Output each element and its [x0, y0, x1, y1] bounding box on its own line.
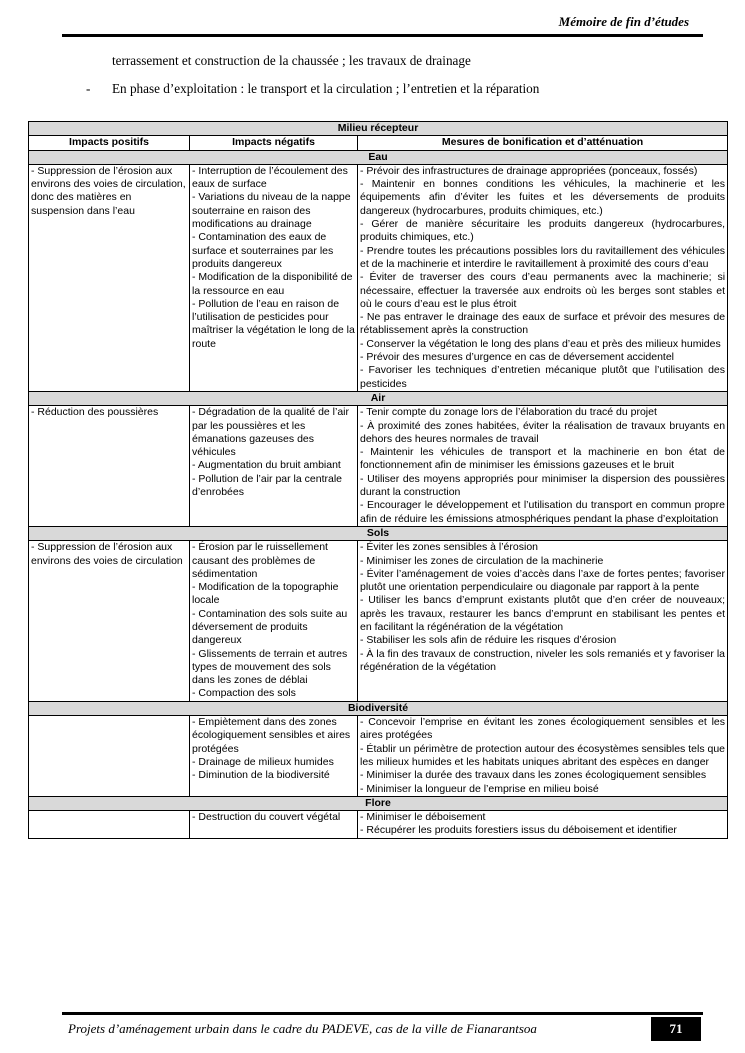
impacts-negatifs-cell [190, 541, 358, 702]
cell-line: - Empiètement dans des zones écologiquement sensibles et aires protégées [192, 716, 351, 755]
cell-line: - Minimiser la longueur de l’emprise en milieu boisé [360, 782, 599, 795]
cell-line: - Érosion par le ruissellement [192, 541, 328, 554]
intro-line-1: terrassement et construction de la chaussée ; les travaux de drainage [112, 53, 471, 68]
mesures-cell [358, 716, 728, 797]
cell-line: - Établir un périmètre de protection autour des écosystèmes sensibles tels que les milieux humides et les habitats uniques abritant des espèces en danger [360, 742, 726, 768]
cell-line: - Variations du niveau de la nappe souterraine en raison des modifications au drainage [192, 191, 351, 231]
cell-line: - Récupérer les produits forestiers issus du déboisement et identifier [360, 824, 677, 837]
table-row [29, 811, 728, 839]
cell-line: - Minimiser le déboisement [360, 811, 486, 824]
col-header-negatifs: Impacts négatifs [190, 136, 358, 150]
cell-line: - Ne pas entraver le drainage des eaux de surface et prévoir des mesures de rétablissement après la construction [360, 311, 726, 337]
table-row [29, 541, 728, 702]
intro-text [86, 52, 706, 98]
cell-line: - Contamination des sols suite au déversement de produits dangereux [192, 607, 348, 647]
cell-line: - Utiliser des moyens appropriés pour minimiser la dispersion des poussières durant la construction [360, 472, 726, 499]
col-header-positifs: Impacts positifs [29, 136, 190, 150]
impacts-positifs-cell [29, 164, 190, 391]
mesures-cell [358, 164, 728, 391]
cell-line: - Minimiser les zones de circulation de la machinerie [360, 554, 604, 567]
cell-line: - Favoriser les techniques d’entretien mécanique plutôt que l’utilisation des pesticides [360, 364, 726, 390]
impacts-table [28, 121, 728, 839]
cell-line: - Pollution de l’air par la centrale d’enrobées [192, 472, 342, 499]
mesures-cell [358, 406, 728, 527]
cell-line: - Stabiliser les sols afin de réduire les risques d’érosion [360, 634, 617, 647]
impacts-positifs-cell [29, 541, 190, 702]
cell-line: - Contamination des eaux de surface et souterraines par les produits dangereux [192, 231, 334, 270]
cell-line: - Prévoir des infrastructures de drainage appropriées (ponceaux, fossés) [360, 164, 698, 177]
cell-line: - Minimiser la durée des travaux dans les zones écologiquement sensibles [360, 769, 707, 782]
section-row [29, 796, 728, 810]
cell-line: - À la fin des travaux de construction, niveler les sols remaniés et y favoriser la régénération de la végétation [360, 647, 726, 673]
cell-line: environs des voies de circulation [31, 554, 183, 567]
cell-line: - Maintenir en bonnes conditions les véhicules, la machinerie et les équipements afin d’éviter les fuites et les déversements de produits dangereux (hydrocarbures, produits chimiques, etc.) [360, 178, 726, 217]
cell-line: - Prévoir des mesures d’urgence en cas de déversement accidentel [360, 351, 674, 364]
cell-line: - Éviter les zones sensibles à l’érosion [360, 541, 538, 554]
cell-line: - Interruption de l’écoulement des eaux de surface [192, 164, 348, 191]
cell-line: - Diminution de la biodiversité [192, 769, 330, 782]
footer-text: Projets d’aménagement urbain dans le cadre du PADEVE, cas de la ville de Fianarantsoa [68, 1021, 537, 1036]
impacts-positifs-cell [29, 716, 190, 797]
cell-line: causant des problèmes de sédimentation [192, 554, 316, 580]
col-header-mesures: Mesures de bonification et d’atténuation [358, 136, 728, 150]
cell-line: - Conserver la végétation le long des plans d’eau et près des milieux humides [360, 337, 721, 350]
cell-line: - Éviter de traverser des cours d’eau permanents avec la machinerie; si nécessaire, effectuer la traversée aux endroits où les berges sont stables et où le cours d’eau est le plus étroit [360, 271, 726, 310]
cell-line: - Utiliser les bancs d’emprunt existants plutôt que d’en créer de nouveaux; après les travaux, restaurer les bancs d’emprunt en stabilisant les pentes et en facilitant la régénération de la végétation [360, 594, 726, 633]
intro-line-2: En phase d’exploitation : le transport et la circulation ; l’entretien et la réparation [112, 81, 540, 96]
table-row [29, 716, 728, 797]
cell-line: - Éviter l’aménagement de voies d’accès dans l’axe de fortes pentes; favoriser plutôt une orientation perpendiculaire ou diagonale par rapport à la pente [360, 567, 726, 594]
impacts-positifs-cell [29, 406, 190, 527]
cell-line: - Suppression de l’érosion aux environs des voies de circulation, donc des matières en suspension dans l’eau [31, 164, 186, 217]
cell-line: - Modification de la disponibilité de la ressource en eau [192, 271, 353, 297]
cell-line: - Compaction des sols [192, 687, 296, 700]
section-heading: Eau [29, 150, 728, 164]
table-title: Milieu récepteur [29, 122, 728, 136]
mesures-cell [358, 811, 728, 839]
cell-line: - Dégradation de la qualité de l’air par les poussières et les émanations gazeuses des véhicules [192, 406, 350, 459]
cell-line: - Réduction des poussières [31, 406, 159, 419]
section-heading: Air [29, 391, 728, 405]
header-rule [62, 34, 703, 37]
section-row [29, 150, 728, 164]
section-row [29, 526, 728, 540]
cell-line: - Modification de la topographie locale [192, 581, 339, 607]
section-heading: Biodiversité [29, 701, 728, 715]
impacts-negatifs-cell [190, 716, 358, 797]
impacts-negatifs-cell [190, 811, 358, 839]
cell-line: - Destruction du couvert végétal [192, 811, 341, 824]
impacts-positifs-cell [29, 811, 190, 839]
cell-line: - Gérer de manière sécuritaire les produits dangereux (hydrocarbures, produits chimiques, etc.) [360, 218, 726, 244]
bullet-dash: - [86, 81, 91, 96]
cell-line: - Glissements de terrain et autres types de mouvement des sols dans les zones de déblai [192, 647, 348, 687]
cell-line: - Drainage de milieux humides [192, 755, 334, 768]
section-row [29, 701, 728, 715]
cell-line: - Pollution de l’eau en raison de l’utilisation de pesticides pour maîtriser la végétation le long de la route [192, 297, 355, 350]
table-row [29, 406, 728, 527]
intro-bullet [86, 80, 706, 98]
page-number: 71 [651, 1017, 701, 1041]
table-row [29, 164, 728, 391]
cell-line: - Tenir compte du zonage lors de l’élaboration du tracé du projet [360, 406, 657, 419]
table-body [29, 150, 728, 838]
section-heading: Sols [29, 526, 728, 540]
cell-line: - Concevoir l’emprise en évitant les zones écologiquement sensibles et les aires protégées [360, 716, 726, 742]
section-row [29, 391, 728, 405]
cell-line: - Prendre toutes les précautions possibles lors du ravitaillement des véhicules et de la machinerie et interdire le ravitaillement à proximité des cours d’eau [360, 244, 726, 270]
impacts-negatifs-cell [190, 406, 358, 527]
running-header-title: Mémoire de fin d’études [558, 14, 689, 29]
cell-line: - À proximité des zones habitées, éviter la réalisation de travaux bruyants en dehors des heures normales de travail [360, 419, 726, 445]
cell-line: - Encourager le développement et l’utilisation du transport en commun propre afin de réduire les émissions atmosphériques pendant la phase d’exploitation [360, 499, 726, 525]
cell-line: - Augmentation du bruit ambiant [192, 459, 341, 472]
section-heading: Flore [29, 796, 728, 810]
cell-line: - Maintenir les véhicules de transport et la machinerie en bon état de fonctionnement afin de minimiser les émissions gazeuses et le bruit [360, 446, 726, 472]
impacts-negatifs-cell [190, 164, 358, 391]
cell-line: - Suppression de l’érosion aux [31, 541, 173, 554]
mesures-cell [358, 541, 728, 702]
footer-rule [62, 1012, 703, 1015]
